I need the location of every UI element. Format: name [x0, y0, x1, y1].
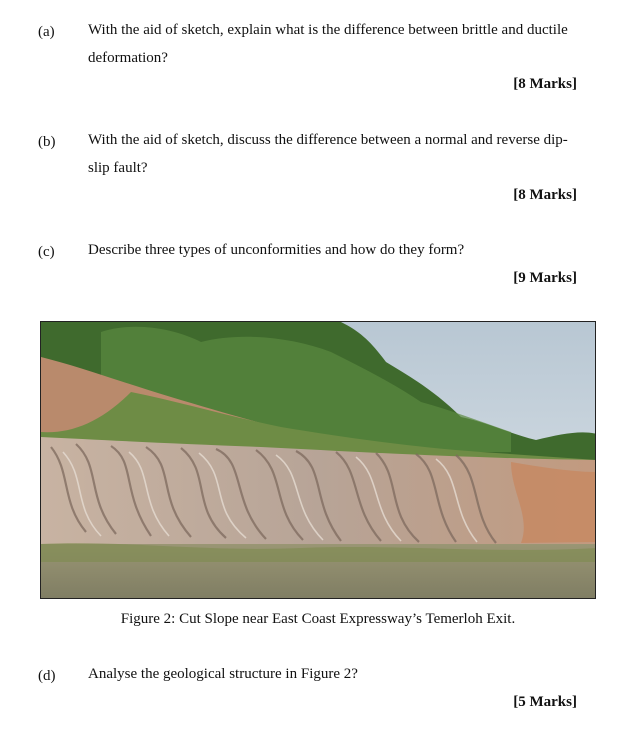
question-c-marks: [9 Marks]	[513, 270, 577, 286]
question-b-line-1: With the aid of sketch, discuss the difference between a normal and reverse dip-	[88, 132, 568, 148]
question-a-label: (a)	[38, 24, 55, 40]
question-c-text	[88, 236, 608, 264]
question-a-line-1: With the aid of sketch, explain what is the difference between brittle and ductile	[88, 22, 568, 38]
weathered-zone	[511, 462, 596, 543]
cut-slope-illustration	[41, 322, 596, 599]
question-b-label: (b)	[38, 134, 56, 150]
question-a-marks: [8 Marks]	[513, 76, 577, 92]
question-b-marks: [8 Marks]	[513, 187, 577, 203]
question-d-text	[88, 660, 608, 688]
question-c-line-1: Describe three types of unconformities and how do they form?	[88, 242, 465, 258]
question-d-marks: [5 Marks]	[513, 694, 577, 710]
figure-caption: Figure 2: Cut Slope near East Coast Expressway’s Temerloh Exit.	[120, 611, 516, 627]
question-d-line-1: Analyse the geological structure in Figure 2?	[88, 666, 358, 682]
question-b-line-2: slip fault?	[88, 160, 148, 176]
figure-2-photo	[40, 321, 596, 599]
question-c-label: (c)	[38, 244, 55, 260]
question-a-line-2: deformation?	[88, 50, 168, 66]
question-a-text	[88, 16, 608, 72]
question-d-label: (d)	[38, 668, 56, 684]
question-b-text	[88, 126, 608, 182]
